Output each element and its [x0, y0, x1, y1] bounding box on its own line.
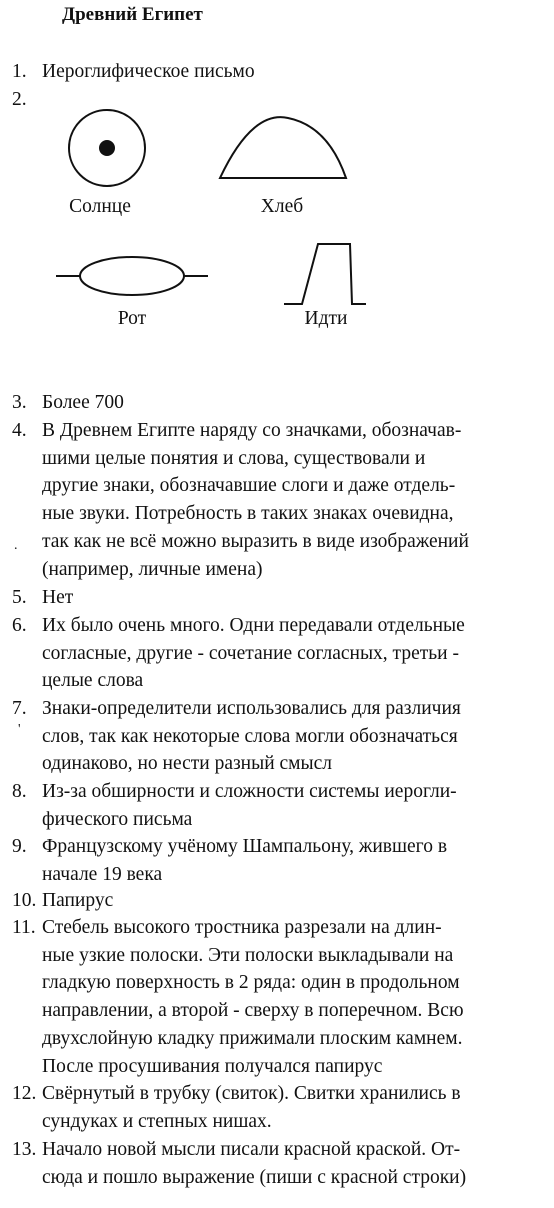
item-text: Их было очень много. Одни передавали отдельные согласные, другие - сочетание согласных, третьи - целые слова [42, 615, 465, 692]
stray-mark: . [14, 538, 18, 553]
item-number: 12. [12, 1083, 37, 1104]
item-number: 13. [12, 1139, 37, 1160]
item-text: Из-за обширности и сложности системы иерогли- фического письма [42, 781, 457, 830]
item-text: Начало новой мысли писали красной краской. От- сюда и пошло выражение (пиши с красной строки) [42, 1139, 467, 1188]
item-text: В Древнем Египте наряду со значками, обозначав- шими целые понятия и слова, существовали и другие знаки, обозначавшие слоги и даже отдель- ные звуки. Потребность в таких знаках очевидна, так как не всё можно выразить в виде изображений (например, личные имена) [42, 420, 469, 580]
item-number: 11. [12, 917, 36, 938]
item-number: 1. [12, 61, 27, 82]
item-number: 2. [12, 89, 27, 110]
stray-mark: ' [18, 722, 21, 737]
item-number: 8. [12, 781, 27, 802]
item-text: Французскому учёному Шампальону, жившего в начале 19 века [42, 836, 448, 885]
item-text: Нет [42, 587, 74, 608]
item-number: 9. [12, 836, 27, 857]
bread-caption: Хлеб [260, 196, 304, 217]
item-text: Папирус [42, 890, 114, 911]
item-number: 10. [12, 890, 37, 911]
item-text: Свёрнутый в трубку (свиток). Свитки хранились в сундуках и степных нишах. [42, 1083, 461, 1132]
item-text: Иероглифическое письмо [42, 61, 255, 82]
sun-caption: Солнце [69, 196, 131, 217]
walk-glyph-icon [280, 240, 370, 306]
mouth-caption: Рот [117, 308, 147, 329]
item-number: 3. [12, 392, 27, 413]
item-text: Знаки-определители использовались для различия слов, так как некоторые слова могли обозначаться одинаково, но нести разный смысл [42, 698, 461, 775]
item-text: Стебель высокого тростника разрезали на длин- ные узкие полоски. Эти полоски выкладывали на гладкую поверхность в 2 ряда: один в продольном направлении, а второй - сверху в поперечном. Всю двухслойную кладку прижимали плоским камнем. После просушивания получался папирус [42, 917, 464, 1077]
item-number: 4. [12, 420, 27, 441]
bread-glyph-icon [216, 112, 352, 182]
item-number: 6. [12, 615, 27, 636]
mouth-glyph-icon [54, 254, 210, 298]
item-number: 7. [12, 698, 27, 719]
item-number: 5. [12, 587, 27, 608]
item-text: Более 700 [42, 392, 124, 413]
page-title: Древний Египет [62, 4, 203, 25]
sun-glyph-icon [66, 108, 150, 192]
walk-caption: Идти [304, 308, 348, 329]
